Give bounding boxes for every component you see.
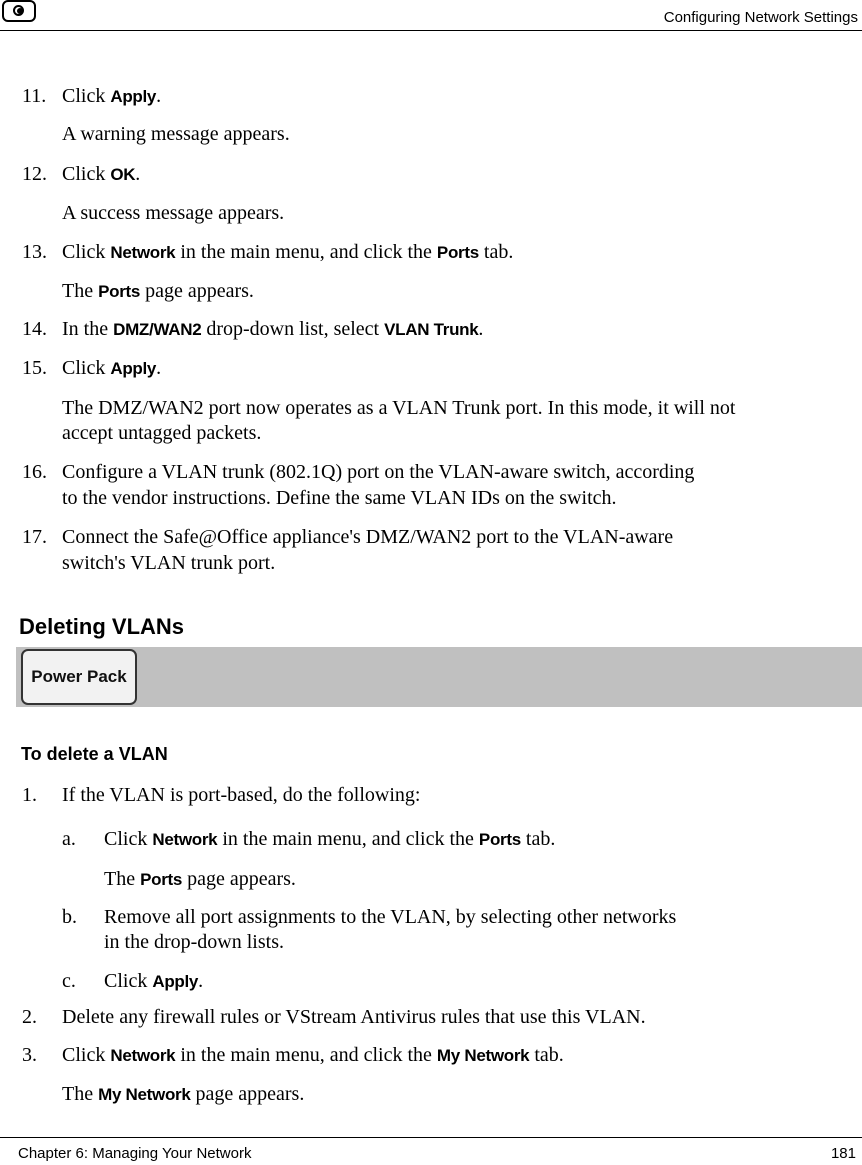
step-13-text: Click Network in the main menu, and click the Ports tab. (62, 241, 514, 263)
step-13-note: The Ports page appears. (62, 280, 254, 302)
step-15: 15. (22, 357, 47, 379)
header-divider (0, 30, 862, 31)
step-12-text: Click OK. (62, 163, 141, 185)
proc-substep-a: a. (62, 828, 76, 850)
power-pack-bar (16, 647, 862, 707)
proc-step-3-text: Click Network in the main menu, and click the My Network tab. (62, 1044, 564, 1066)
step-14: 14. (22, 318, 47, 340)
ui-term-network: Network (110, 1046, 176, 1065)
proc-step-1: 1. (22, 784, 37, 806)
ui-term-apply: Apply (110, 359, 157, 378)
step-13: 13. (22, 241, 47, 263)
step-15-note-line1: The DMZ/WAN2 port now operates as a VLAN Trunk port. In this mode, it will not (62, 397, 736, 419)
ui-term-dmz-wan2: DMZ/WAN2 (113, 320, 202, 339)
footer-page-number: 181 (830, 1145, 856, 1162)
step-12: 12. (22, 163, 47, 185)
running-header-title: Configuring Network Settings (663, 9, 858, 26)
step-17-line2: switch's VLAN trunk port. (62, 552, 276, 574)
proc-substep-b: b. (62, 906, 77, 928)
step-15-note-line2: accept untagged packets. (62, 422, 262, 444)
step-16-line1: Configure a VLAN trunk (802.1Q) port on the VLAN-aware switch, according (62, 461, 695, 483)
ui-term-ports: Ports (478, 830, 521, 849)
step-12-note: A success message appears. (62, 202, 285, 224)
proc-step-2-text: Delete any firewall rules or VStream Antivirus rules that use this VLAN. (62, 1006, 646, 1028)
proc-substep-b-line1: Remove all port assignments to the VLAN, by selecting other networks (104, 906, 677, 928)
proc-substep-c-text: Click Apply. (104, 970, 204, 992)
proc-substep-a-note: The Ports page appears. (104, 868, 296, 890)
proc-step-3: 3. (22, 1044, 37, 1066)
step-11-text: Click Apply. (62, 85, 162, 107)
step-11: 11. (22, 85, 47, 107)
proc-substep-a-text: Click Network in the main menu, and click the Ports tab. (104, 828, 556, 850)
step-15-text: Click Apply. (62, 357, 162, 379)
ui-term-ok: OK (110, 165, 136, 184)
procedure-title: To delete a VLAN (21, 744, 168, 764)
step-17-line1: Connect the Safe@Office appliance's DMZ/WAN2 port to the VLAN-aware (62, 526, 674, 548)
step-16-line2: to the vendor instructions. Define the same VLAN IDs on the switch. (62, 487, 617, 509)
step-14-text: In the DMZ/WAN2 drop-down list, select VLAN Trunk. (62, 318, 484, 340)
step-16: 16. (22, 461, 47, 483)
ui-term-apply: Apply (110, 87, 157, 106)
ui-term-my-network: My Network (436, 1046, 530, 1065)
proc-step-3-note: The My Network page appears. (62, 1083, 305, 1105)
footer-chapter: Chapter 6: Managing Your Network (18, 1145, 252, 1162)
brand-logo-icon (2, 0, 36, 22)
proc-substep-c: c. (62, 970, 76, 992)
step-11-note: A warning message appears. (62, 123, 290, 145)
section-title: Deleting VLANs (19, 614, 185, 639)
proc-step-2: 2. (22, 1006, 37, 1028)
ui-term-network: Network (152, 830, 218, 849)
proc-step-1-text: If the VLAN is port-based, do the following: (62, 784, 421, 806)
footer-divider (0, 1137, 862, 1138)
proc-substep-b-line2: in the drop-down lists. (104, 931, 284, 953)
ui-term-vlan-trunk: VLAN Trunk (384, 320, 479, 339)
step-17: 17. (22, 526, 47, 548)
ui-term-network: Network (110, 243, 176, 262)
ui-term-ports: Ports (436, 243, 479, 262)
power-pack-badge: Power Pack (21, 649, 137, 705)
ui-term-apply: Apply (152, 972, 199, 991)
